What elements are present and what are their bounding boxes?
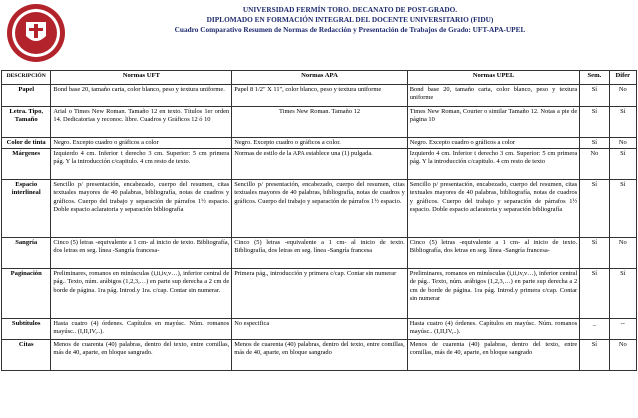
cell-uft: Izquierdo 4 cm. Inferior t derecho 3 cm. Superior: 5 cm primera pág. Y la introducción c/capitulo. 4 cm resto de texto. bbox=[51, 149, 232, 180]
cell-uft: Cinco (5) letras -equivalente a 1 cm- al inicio de texto. Bibliografía, dos letras en seg. línea -Sangría francesa- bbox=[51, 238, 232, 269]
cell-uft: Bond base 20, tamaño carta, color blanco, peso y textura uniforme. bbox=[51, 85, 232, 107]
cell-sem: No bbox=[580, 149, 609, 180]
row-label: Márgenes bbox=[2, 149, 51, 180]
header-line-2: DIPLOMADO EN FORMACIÓN INTEGRAL DEL DOCENTE UNIVERSITARIO (FIDU) bbox=[206, 14, 494, 24]
cell-uft: Menos de cuarenta (40) palabras, dentro del texto, entre comillas, más de 40, aparte, en bloque sangrado. bbox=[51, 340, 232, 371]
cell-upel: Menos de cuarenta (40) palabras, dentro del texto, entre comillas, más de 40, aparte, en bloque sangrado bbox=[407, 340, 579, 371]
table-row bbox=[2, 138, 637, 149]
cell-sem: Sí bbox=[580, 107, 609, 138]
cell-apa: Normas de estilo de la APA establece una (1) pulgada. bbox=[232, 149, 408, 180]
cell-sem: Sí bbox=[580, 269, 609, 319]
row-label: Papel bbox=[2, 85, 51, 107]
table-row bbox=[2, 340, 637, 371]
cell-uft: Negro. Excepto cuadro o gráficos a color bbox=[51, 138, 232, 149]
cell-dif: Sí bbox=[609, 269, 636, 319]
header-titles bbox=[130, 5, 570, 34]
cell-upel: Cinco (5) letras -equivalente a 1 cm- al inicio de texto. Bibliografía, dos letras en seg. línea -Sangría francesa- bbox=[407, 238, 579, 269]
cell-apa: Times New Roman. Tamaño 12 bbox=[232, 107, 408, 138]
cell-uft: Hasta cuatro (4) órdenes. Capítulos en mayúsc. Núm. romanos mayúsc.. (I,II,IV,..). bbox=[51, 319, 232, 340]
table-row bbox=[2, 269, 637, 319]
cell-upel: Times New Roman, Courier o similar Tamaño 12. Notas a pie de página 10 bbox=[407, 107, 579, 138]
table-row bbox=[2, 238, 637, 269]
cell-upel: Sencillo p/ presentación, encabezado, cuerpo del resumen, citas textuales mayores de 40 palabras, bibliografía, notas de cuadros y gráficos. Cuerpo del trabajo y separación de párrafos 1½ espacio. Doble espacio aclaratoria y separación bibliografía bbox=[407, 180, 579, 238]
cell-apa: Sencillo p/ presentación, encabezado, cuerpo del resumen, citas textuales mayores de 40 palabras, bibliografía, notas de cuadros y gráficos. Cuerpo del trabajo y separación de párrafos 1½ espacio. bbox=[232, 180, 408, 238]
table-row bbox=[2, 85, 637, 107]
cell-dif: No bbox=[609, 138, 636, 149]
table-row bbox=[2, 319, 637, 340]
cell-dif: No bbox=[609, 238, 636, 269]
row-label: Color de tinta bbox=[2, 138, 51, 149]
cell-uft: Arial o Times New Roman. Tamaño 12 en texto. Títulos 1er orden 14. Dedicatorias y reconoc. libre. Cuadros y Gráficos 12 ó 10 bbox=[51, 107, 232, 138]
cell-sem: Sí bbox=[580, 180, 609, 238]
table-row bbox=[2, 149, 637, 180]
university-seal-logo bbox=[4, 2, 68, 64]
col-header-apa: Normas APA bbox=[232, 71, 408, 85]
cell-dif: No bbox=[609, 340, 636, 371]
col-header-sem: Sem. bbox=[580, 71, 609, 85]
cell-sem: Sí bbox=[580, 340, 609, 371]
row-label: Paginación bbox=[2, 269, 51, 319]
row-label: Espacio interlineal bbox=[2, 180, 51, 238]
cell-upel: Preliminares, romanos en minúsculas (i,ii,iv,v…), inferior central de pág.. Texto, núm. arábigos (1,2,3,…) en parte sup derecha a 2 cm de borde de página. 1ra pág. Introd.y primera c/cap. Contar sin numerar bbox=[407, 269, 579, 319]
cell-sem: Sí bbox=[580, 238, 609, 269]
cell-apa: Papel 8 1/2" X 11", color blanco, peso y textura uniforme bbox=[232, 85, 408, 107]
table-row bbox=[2, 180, 637, 238]
cell-dif: Sí bbox=[609, 180, 636, 238]
cell-sem: Sí bbox=[580, 138, 609, 149]
cell-apa: Cinco (5) letras -equivalente a 1 cm- al inicio de texto. Bibliografía, dos letras en seg. línea -Sangría francesa bbox=[232, 238, 408, 269]
cell-apa: No especifica bbox=[232, 319, 408, 340]
col-header-upel: Normas UPEL bbox=[407, 71, 579, 85]
cell-apa: Menos de cuarenta (40) palabras, dentro del texto, entre comillas, más de 40, aparte, en bloque sangrado bbox=[232, 340, 408, 371]
cell-upel: Negro. Excepto cuadro o gráficos a color bbox=[407, 138, 579, 149]
cell-uft: Preliminares, romanos en minúsculas (i,ii,iv,v…), inferior central de pág.. Texto, núm. arábigos (1,2,3,…) en parte sup derecha a 2 cm de borde de página. 1ra pág. Introd.y 1ra. c/cap. Contar sin numerar. bbox=[51, 269, 232, 319]
cell-upel: Bond base 20, tamaño carta, color blanco, peso y textura uniforme bbox=[407, 85, 579, 107]
header-line-1: UNIVERSIDAD FERMÍN TORO. DECANATO DE POST-GRADO. bbox=[242, 5, 458, 14]
cell-uft: Sencillo p/ presentación, encabezado, cuerpo del resumen, citas textuales mayores de 40 palabras, bibliografía, notas de cuadros y gráficos. Cuerpo del trabajo y separación de párrafos 1½ espacio. Doble espacio aclaratoria y separación bibliografía bbox=[51, 180, 232, 238]
row-label: Sangría bbox=[2, 238, 51, 269]
table-row bbox=[2, 107, 637, 138]
cell-dif: Sí bbox=[609, 149, 636, 180]
cell-dif: Sí bbox=[609, 107, 636, 138]
cell-dif: -- bbox=[609, 319, 636, 340]
cell-dif: No bbox=[609, 85, 636, 107]
cell-apa: Primera pág., introducción y primera c/cap. Contar sin numerar bbox=[232, 269, 408, 319]
col-header-difer: Difer bbox=[609, 71, 636, 85]
header-line-3: Cuadro Comparativo Resumen de Normas de Redacción y Presentación de Trabajos de Grado: UFT-APA-UPEL bbox=[174, 24, 526, 34]
cell-apa: Negro. Excepto cuadro o gráficos a color. bbox=[232, 138, 408, 149]
cell-upel: Izquierdo 4 cm. Inferior t derecho 3 cm. Superior: 5 cm primera pág. Y la introducción c/capitulo. 4 cm resto de texto bbox=[407, 149, 579, 180]
col-header-uft: Normas UFT bbox=[51, 71, 232, 85]
row-label: Citas bbox=[2, 340, 51, 371]
table-header-row bbox=[2, 71, 637, 85]
cell-sem: _ bbox=[580, 319, 609, 340]
col-header-descripcion: DESCRIPCIÓN bbox=[2, 71, 51, 85]
cell-upel: Hasta cuatro (4) órdenes. Capítulos en mayúsc. Núm. romanos mayúsc.. (I,II,IV,..). bbox=[407, 319, 579, 340]
comparison-table bbox=[1, 70, 637, 371]
document-header bbox=[0, 0, 638, 66]
row-label: Subtítulos bbox=[2, 319, 51, 340]
row-label: Letra. Tipo, Tamaño bbox=[2, 107, 51, 138]
cell-sem: Sí bbox=[580, 85, 609, 107]
